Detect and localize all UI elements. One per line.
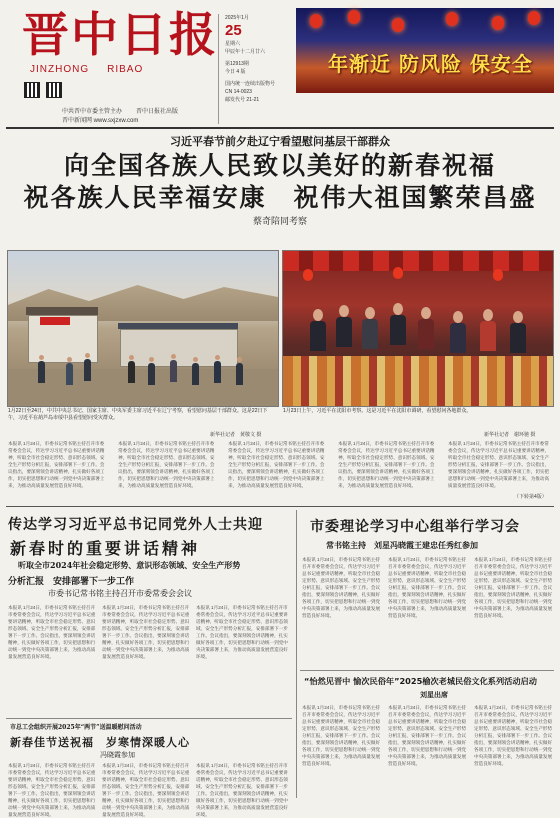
story2-headline-2: 新春时的重要讲话精神 — [10, 539, 201, 558]
lead-body-col-5: 本报讯 1月24日，市委书记常书铭主持召开市委常委会会议，传达学习习近平总书记重要讲话精神，听取全市社会稳定形势、意识形态领域、安全生产形势分析汇报，安排部署下一步工作。会议指出，要深刻领会讲话精神，扎实做好各项工作，切实把思想和行动统一到党中央决策部署上来，为推动高质量发展营造良好环境。 — [448, 441, 550, 488]
photo-village-visit — [7, 250, 279, 407]
cn-label: 国内统一连续出版物号 — [225, 81, 276, 87]
story5-sub: 刘星出席 — [420, 690, 448, 699]
logo-pinyin — [30, 64, 161, 75]
newspaper-logo: 晋中日报 — [22, 8, 218, 63]
story2-body-col-1: 本报讯 1月24日，市委书记常书铭主持召开市委常委会会议，传达学习习近平总书记重要讲话精神，听取全市社会稳定形势、意识形态领域、安全生产形势分析汇报，安排部署下一步工作。会议指出，要深刻领会讲话精神，扎实做好各项工作，切实把思想和行动统一到党中央决策部署上来，为推动高质量发展营造良好环境。 — [8, 605, 96, 659]
story2-body-col-2: 本报讯 1月24日，市委书记常书铭主持召开市委常委会会议，传达学习习近平总书记重要讲话精神，听取全市社会稳定形势、意识形态领域、安全生产形势分析汇报，安排部署下一步工作。会议指出，要深刻领会讲话精神，扎实做好各项工作，切实把思想和行动统一到党中央决策部署上来，为推动高质量发展营造良好环境。 — [102, 605, 190, 659]
caption-right: 1月23日上午，习近平在沈阳市考察。这是习近平在沈阳市调研，看望慰问各地群众。 — [283, 408, 472, 414]
publisher: 中共晋中市委主管主办 — [62, 109, 123, 115]
story4-pre: 市总工会组织开展2025年“两节”送温暖慰问活动 — [10, 724, 142, 731]
story3-body-col-1: 本报讯 1月24日，市委书记常书铭主持召开市委常委会会议，传达学习习近平总书记重要讲话精神，听取全市社会稳定形势、意识形态领域、安全生产形势分析汇报，安排部署下一步工作。会议指出，要深刻领会讲话精神，扎实做好各项工作，切实把思想和行动统一到党中央决策部署上来，为推动高质量发展营造良好环境。 — [302, 557, 381, 618]
new-year-banner — [296, 8, 554, 93]
edition-count: 今日 4 版 — [225, 69, 246, 75]
story2-sub-3: 市委书记常书铭主持召开市委常委会会议 — [48, 589, 192, 598]
story2-sub-1: 听取全市2024年社会稳定形势、意识形态领域、安全生产形势 — [18, 560, 241, 570]
qr-code-icon — [24, 82, 40, 98]
story5-body-col-2: 本报讯 1月24日，市委书记常书铭主持召开市委常委会会议，传达学习习近平总书记重要讲话精神，听取全市社会稳定形势、意识形态领域、安全生产形势分析汇报，安排部署下一步工作。会议指出，要深刻领会讲话精神，扎实做好各项工作，切实把思想和行动统一到党中央决策部署上来，为推动高质量发展营造良好环境。 — [388, 705, 467, 766]
cn-number: CN 14-0023 — [225, 89, 252, 95]
caption-left: 1月22日至24日，中共中央总书记、国家主席、中央军委主席习近平在辽宁考察，看望慰问基层干部群众。这是22日下午，习近平在葫芦岛市绥中县看望慰问受灾群众。 — [8, 408, 268, 421]
story4-sub: 冯晓霞参加 — [100, 751, 135, 759]
postal-code: 邮发代号 21-21 — [225, 97, 260, 103]
story3-headline: 市委理论学习中心组举行学习会 — [310, 519, 520, 535]
story-rule-left — [6, 718, 292, 719]
section-rule — [6, 506, 554, 507]
qr-code-icon-2 — [46, 82, 62, 98]
issue-info — [218, 14, 295, 124]
story-rule-right — [300, 670, 554, 671]
photo-market-visit — [282, 250, 554, 407]
story2-sub-2: 分析汇报 安排部署下一步工作 — [8, 577, 135, 587]
lead-body-col-4: 本报讯 1月24日，市委书记常书铭主持召开市委常委会会议，传达学习习近平总书记重要讲话精神，听取全市社会稳定形势、意识形态领域、安全生产形势分析汇报，安排部署下一步工作。会议指出，要深刻领会讲话精神，扎实做好各项工作，切实把思想和行动统一到党中央决策部署上来，为推动高质量发展营造良好环境。 — [338, 441, 435, 488]
story2-headline-1: 传达学习习近平总书记同党外人士共迎 — [8, 517, 263, 533]
lead-body-col-1: 本报讯 1月24日，市委书记常书铭主持召开市委常委会会议，传达学习习近平总书记重要讲话精神，听取全市社会稳定形势、意识形态领域、安全生产形势分析汇报，安排部署下一步工作。会议指出，要深刻领会讲话精神，扎实做好各项工作，切实把思想和行动统一到党中央决策部署上来，为推动高质量发展营造良好环境。 — [8, 441, 105, 488]
lead-continued: （下转第4版） — [514, 494, 547, 500]
story3-sub: 常书铭主持 刘星冯晓霞王建忠任秀红参加 — [326, 540, 478, 550]
story5-body-col-1: 本报讯 1月24日，市委书记常书铭主持召开市委常委会会议，传达学习习近平总书记重要讲话精神，听取全市社会稳定形势、意识形态领域、安全生产形势分析汇报，安排部署下一步工作。会议指出，要深刻领会讲话精神，扎实做好各项工作，切实把思想和行动统一到党中央决策部署上来，为推动高质量发展营造良好环境。 — [302, 705, 381, 766]
credit-left: 新华社记者 黄敬文 摄 — [210, 432, 262, 438]
issue-date: 2025年1月 — [225, 15, 249, 21]
lunar-date: 甲辰年十二月廿六 — [225, 49, 266, 55]
issue-number: 第12913期 — [225, 61, 249, 67]
masthead-rule — [6, 127, 554, 129]
story4-body-col-2: 本报讯 1月24日，市委书记常书铭主持召开市委常委会会议，传达学习习近平总书记重要讲话精神，听取全市社会稳定形势、意识形态领域、安全生产形势分析汇报，安排部署下一步工作。会议指出，要深刻领会讲话精神，扎实做好各项工作，切实把思想和行动统一到党中央决策部署上来，为推动高质量发展营造良好环境。 — [102, 763, 190, 817]
story3-body-col-3: 本报讯 1月24日，市委书记常书铭主持召开市委常委会会议，传达学习习近平总书记重要讲话精神，听取全市社会稳定形势、意识形态领域、安全生产形势分析汇报，安排部署下一步工作。会议指出，要深刻领会讲话精神，扎实做好各项工作，切实把思想和行动统一到党中央决策部署上来，为推动高质量发展营造良好环境。 — [474, 557, 553, 618]
story4-body-col-3: 本报讯 1月24日，市委书记常书铭主持召开市委常委会会议，传达学习习近平总书记重要讲话精神，听取全市社会稳定形势、意识形态领域、安全生产形势分析汇报，安排部署下一步工作。会议指出，要深刻领会讲话精神，扎实做好各项工作，切实把思想和行动统一到党中央决策部署上来，为推动高质量发展营造良好环境。 — [196, 763, 288, 817]
pinyin-2: RIBAO — [107, 64, 144, 75]
lead-body-col-3: 本报讯 1月24日，市委书记常书铭主持召开市委常委会会议，传达学习习近平总书记重要讲话精神，听取全市社会稳定形势、意识形态领域、安全生产形势分析汇报，安排部署下一步工作。会议指出，要深刻领会讲话精神，扎实做好各项工作，切实把思想和行动统一到党中央决策部署上来，为推动高质量发展营造良好环境。 — [228, 441, 325, 488]
story5-body-col-3: 本报讯 1月24日，市委书记常书铭主持召开市委常委会会议，传达学习习近平总书记重要讲话精神，听取全市社会稳定形势、意识形态领域、安全生产形势分析汇报，安排部署下一步工作。会议指出，要深刻领会讲话精神，扎实做好各项工作，切实把思想和行动统一到党中央决策部署上来，为推动高质量发展营造良好环境。 — [474, 705, 553, 766]
lead-headline-1: 向全国各族人民致以美好的新春祝福 — [63, 151, 496, 180]
lead-kicker: 习近平春节前夕赴辽宁看望慰问基层干部群众 — [170, 135, 390, 148]
publisher-2: 晋中日报社出版 — [136, 109, 179, 115]
story4-body-col-1: 本报讯 1月24日，市委书记常书铭主持召开市委常委会会议，传达学习习近平总书记重要讲话精神，听取全市社会稳定形势、意识形态领域、安全生产形势分析汇报，安排部署下一步工作。会议指出，要深刻领会讲话精神，扎实做好各项工作，切实把思想和行动统一到党中央决策部署上来，为推动高质量发展营造良好环境。 — [8, 763, 96, 817]
banner-slogan: 年渐近 防风险 保安全 — [328, 52, 533, 76]
issue-day: 25 — [225, 22, 242, 39]
lead-byline: 蔡奇陪同考察 — [252, 217, 307, 227]
lead-headline-2: 祝各族人民幸福安康 祝伟大祖国繁荣昌盛 — [23, 183, 537, 212]
story4-headline: 新春佳节送祝福 岁寒情深暖人心 — [10, 736, 190, 749]
lead-body-col-2: 本报讯 1月24日，市委书记常书铭主持召开市委常委会会议，传达学习习近平总书记重要讲话精神，听取全市社会稳定形势、意识形态领域、安全生产形势分析汇报，安排部署下一步工作。会议指出，要深刻领会讲话精神，扎实做好各项工作，切实把思想和行动统一到党中央决策部署上来，为推动高质量发展营造良好环境。 — [118, 441, 215, 488]
publisher-line-2 — [136, 106, 178, 115]
story3-body-col-2: 本报讯 1月24日，市委书记常书铭主持召开市委常委会会议，传达学习习近平总书记重要讲话精神，听取全市社会稳定形势、意识形态领域、安全生产形势分析汇报，安排部署下一步工作。会议指出，要深刻领会讲话精神，扎实做好各项工作，切实把思想和行动统一到党中央决策部署上来，为推动高质量发展营造良好环境。 — [388, 557, 467, 618]
story5-headline: “怡然见晋中 愉次民俗年”2025榆次老城民俗文化系列活动启动 — [304, 676, 537, 686]
weekday: 星期六 — [225, 41, 241, 47]
column-divider — [296, 510, 297, 798]
story2-body-col-3: 本报讯 1月24日，市委书记常书铭主持召开市委常委会会议，传达学习习近平总书记重要讲话精神，听取全市社会稳定形势、意识形态领域、安全生产形势分析汇报，安排部署下一步工作。会议指出，要深刻领会讲话精神，扎实做好各项工作，切实把思想和行动统一到党中央决策部署上来，为推动高质量发展营造良好环境。 — [196, 605, 288, 659]
pinyin-1: JINZHONG — [30, 64, 90, 75]
website: 晋中新闻网 www.sxjzxw.com — [62, 118, 139, 124]
credit-right: 新华社记者 谢环驰 摄 — [484, 432, 536, 438]
publisher-line — [62, 106, 122, 115]
